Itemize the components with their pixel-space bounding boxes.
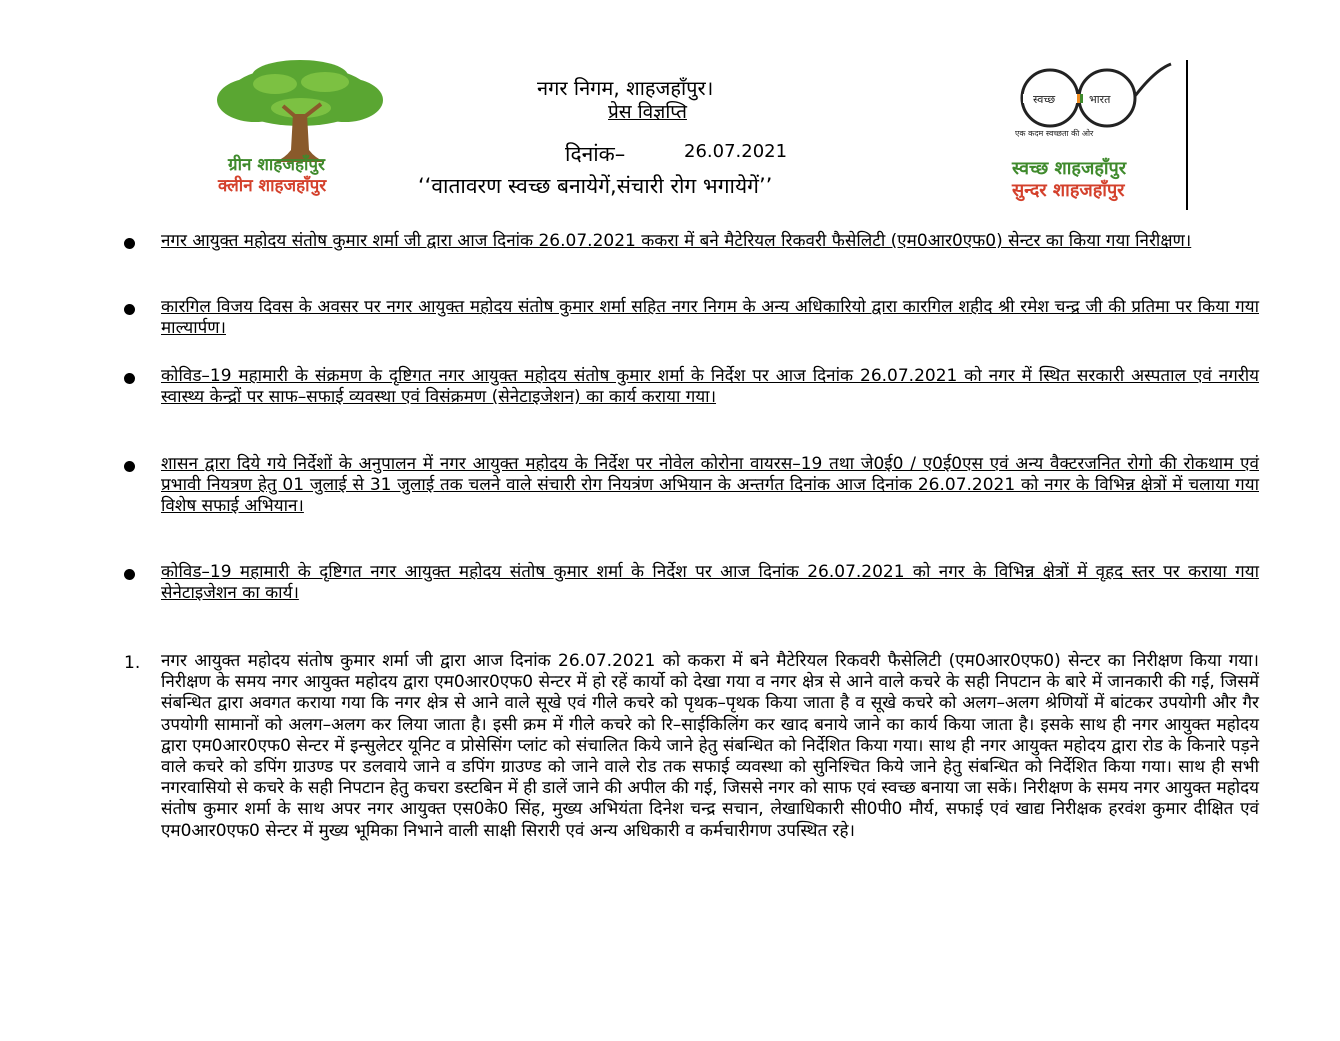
glasses-icon <box>1005 60 1175 140</box>
bullet-item-3: कोविड–19 महामारी के संक्रमण के दृष्टिगत नगर आयुक्त महोदय संतोष कुमार शर्मा के निर्देश पर आज दिनांक 26.07.2021 को नगर में स्थित सरकारी अस्पताल एवं नगरीय स्वास्थ्य केन्द्रों पर साफ–सफाई व्यवस्था एवं विसंक्रमण (सेनेटाइजेशन) का कार्य कराया गया। <box>161 366 1259 407</box>
bullet-item-4: शासन द्वारा दिये गये निर्देशों के अनुपालन में नगर आयुक्त महोदय के निर्देश पर नोवेल कोरोना वायरस–19 तथा जे0ई0 / ए0ई0एस एवं अन्य वैक्टरजनित रोगो की रोकथाम एवं प्रभावी नियत्रण हेतु 01 जुलाई से 31 जुलाई तक चलने वाले संचारी रोग नियत्रंण अभियान के अन्तर्गत दिनांक आज दिनांक 26.07.2021 को नगर के विभिन्न क्षेत्रों में चलाया गया विशेष सफाई अभियान। <box>161 454 1259 516</box>
paragraph-number: 1. <box>124 653 141 673</box>
date-label: दिनांक– <box>565 142 626 166</box>
bullet-marker <box>124 304 135 315</box>
press-release-heading: प्रेस विज्ञप्ति <box>608 101 687 123</box>
swachh-tagline: एक कदम स्वच्छता की ओर <box>1015 129 1094 138</box>
bullet-marker <box>124 461 135 472</box>
bullet-item-5: कोविड–19 महामारी के दृष्टिगत नगर आयुक्त महोदय संतोष कुमार शर्मा के निर्देश पर आज दिनांक 26.07.2021 को नगर के विभिन्न क्षेत्रों में वृहद स्तर पर कराया गया सेनेटाइजेशन का कार्य। <box>161 562 1259 603</box>
logo-text-swachh: स्वच्छ शाहजहाँपुर <box>1012 158 1127 179</box>
logo-text-green: ग्रीन शाहजहाँपुर <box>228 155 325 175</box>
swachh-word: स्वच्छ <box>1033 93 1056 106</box>
swachh-bharat-logo <box>1005 60 1175 140</box>
date-value: 26.07.2021 <box>684 141 788 162</box>
logo-text-sundar: सुन्दर शाहजहाँपुर <box>1012 180 1125 201</box>
paragraph-body: नगर आयुक्त महोदय संतोष कुमार शर्मा जी द्वारा आज दिनांक 26.07.2021 को ककरा में बने मैटेरियल रिकवरी फैसेलिटी (एम0आर0एफ0) सेन्टर का निरीक्षण किया गया। निरीक्षण के समय नगर आयुक्त महोदय द्वारा एम0आर0एफ0 सेन्टर में हो रहें कार्यो को देखा गया व नगर क्षेत्र से आने वाले कचरे के सही निपटान के बारे में जानकारी की गई, जिसमें संबन्धित द्वारा अवगत कराया गया कि नगर क्षेत्र से आने वाले सूखे एवं गीले कचरे को पृथक–पृथक किया जाता है व सूखे कचरे को अलग–अलग श्रेणियों में बांटकर उपयोगी और गैर उपयोगी सामानों को अलग–अलग कर लिया जाता है। इसी क्रम में गीले कचरे को रि–साईकिलिंग कर खाद बनाये जाने का कार्य किया जाता है। इसके साथ ही नगर आयुक्त महोदय द्वारा एम0आर0एफ0 सेन्टर में इन्सुलेटर यूनिट व प्रोसेसिंग प्लांट को संचालित किये जाने हेतु संबन्धित को निर्देशित किया गया। साथ ही नगर आयुक्त महोदय द्वारा रोड के किनारे पड़ने वाले कचरे को डपिंग ग्राउण्ड पर डलवाये जाने व डपिंग ग्राउण्ड को जाने वाले रोड तक सफाई व्यवस्था को सुनिश्चित किये जाने हेतु संबन्धित को निर्देशित किया गया। साथ ही सभी नगरवासियो से कचरे के सही निपटान हेतु कचरा डस्टबिन में ही डालें जाने की अपील की गई, जिससे नगर को साफ एवं स्वच्छ बनाया जा सकें। निरीक्षण के समय नगर आयुक्त महोदय संतोष कुमार शर्मा के साथ अपर नगर आयुक्त एस0के0 सिंह, मुख्य अभियंता दिनेश चन्द्र सचान, लेखाधिकारी सी0पी0 मौर्य, सफाई एवं खाद्य निरीक्षक हरवंश कुमार दीक्षित एवं एम0आर0एफ0 सेन्टर में मुख्य भूमिका निभाने वाली साक्षी सिरारी एवं अन्य अधिकारी व कर्मचारीगण उपस्थित रहे। <box>161 651 1259 841</box>
bullet-marker <box>124 238 135 249</box>
bullet-item-2: कारगिल विजय दिवस के अवसर पर नगर आयुक्त महोदय संतोष कुमार शर्मा सहित नगर निगम के अन्य अधिकारियो द्वारा कारगिल शहीद श्री रमेश चन्द्र जी की प्रतिमा पर किया गया माल्यार्पण। <box>161 297 1259 338</box>
slogan: ‘‘वातावरण स्वच्छ बनायेगें,संचारी रोग भगायेगें’’ <box>418 174 773 198</box>
bullet-marker <box>124 569 135 580</box>
logo-text-clean: क्लीन शाहजहाँपुर <box>218 176 327 196</box>
tree-icon <box>205 58 395 166</box>
bharat-word: भारत <box>1089 93 1111 106</box>
page-title: नगर निगम, शाहजहाँपुर। <box>537 76 714 100</box>
header-divider <box>1186 60 1188 210</box>
bullet-item-1: नगर आयुक्त महोदय संतोष कुमार शर्मा जी द्वारा आज दिनांक 26.07.2021 ककरा में बने मैटेरियल रिकवरी फैसेलिटी (एम0आर0एफ0) सेन्टर का किया गया निरीक्षण। <box>161 231 1192 251</box>
bullet-marker <box>124 373 135 384</box>
